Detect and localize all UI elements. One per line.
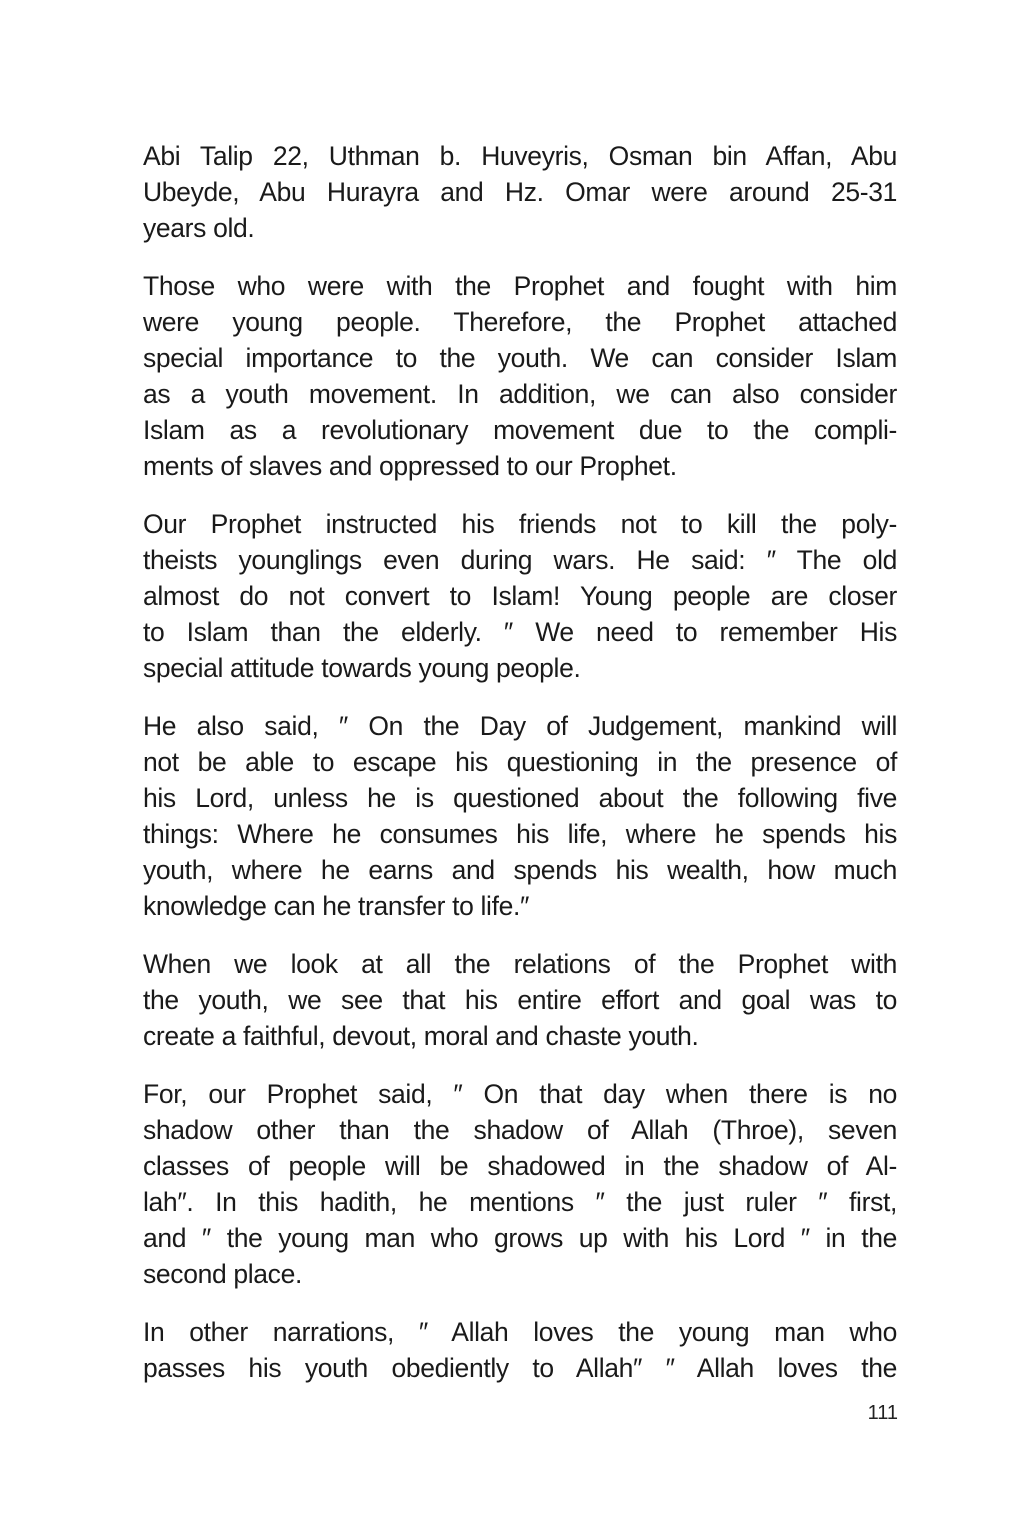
paragraph-relations-with-youth (143, 946, 897, 1054)
text-line: not be able to escape his questioning in the presence of (143, 747, 897, 777)
paragraph-day-of-judgement (143, 708, 897, 924)
text-line: the youth, we see that his entire effort and goal was to (143, 985, 897, 1015)
text-line: youth, where he earns and spends his wealth, how much (143, 855, 897, 885)
paragraph-shadow-of-allah (143, 1076, 897, 1292)
text-line: For, our Prophet said, ″ On that day when there is no (143, 1079, 897, 1109)
text-line: passes his youth obediently to Allah″ ″ Allah loves the (143, 1353, 897, 1383)
text-line: Ubeyde, Abu Hurayra and Hz. Omar were around 25-31 (143, 177, 897, 207)
text-line: lah″. In this hadith, he mentions ″ the just ruler ″ first, (143, 1187, 897, 1217)
text-line: special importance to the youth. We can consider Islam (143, 343, 897, 373)
text-line: create a faithful, devout, moral and chaste youth. (143, 1021, 699, 1051)
text-line: theists younglings even during wars. He said: ″ The old (143, 545, 897, 575)
text-line: as a youth movement. In addition, we can also consider (143, 379, 897, 409)
text-line: When we look at all the relations of the Prophet with (143, 949, 897, 979)
text-line: special attitude towards young people. (143, 653, 581, 683)
text-line: things: Where he consumes his life, where he spends his (143, 819, 897, 849)
paragraph-younglings (143, 506, 897, 686)
text-line: were young people. Therefore, the Prophet attached (143, 307, 897, 337)
body-text (143, 138, 897, 1408)
paragraph-other-narrations (143, 1314, 897, 1386)
text-line: classes of people will be shadowed in the shadow of Al- (143, 1151, 897, 1181)
text-line: He also said, ″ On the Day of Judgement, mankind will (143, 711, 897, 741)
paragraph-youth-movement (143, 268, 897, 484)
text-line: years old. (143, 213, 255, 243)
text-line: Our Prophet instructed his friends not to kill the poly- (143, 509, 897, 539)
text-line: Those who were with the Prophet and fought with him (143, 271, 897, 301)
page-number: 111 (867, 1402, 898, 1424)
text-line: Islam as a revolutionary movement due to the compli- (143, 415, 897, 445)
text-line: to Islam than the elderly. ″ We need to remember His (143, 617, 897, 647)
text-line: Abi Talip 22, Uthman b. Huveyris, Osman bin Affan, Abu (143, 141, 897, 171)
paragraph-companions-ages (143, 138, 897, 246)
text-line: almost do not convert to Islam! Young people are closer (143, 581, 897, 611)
text-line: ments of slaves and oppressed to our Prophet. (143, 451, 677, 481)
text-line: In other narrations, ″ Allah loves the young man who (143, 1317, 897, 1347)
text-line: his Lord, unless he is questioned about the following five (143, 783, 897, 813)
text-line: second place. (143, 1259, 302, 1289)
text-line: and ″ the young man who grows up with his Lord ″ in the (143, 1223, 897, 1253)
text-line: shadow other than the shadow of Allah (Throe), seven (143, 1115, 897, 1145)
text-line: knowledge can he transfer to life.″ (143, 891, 530, 921)
